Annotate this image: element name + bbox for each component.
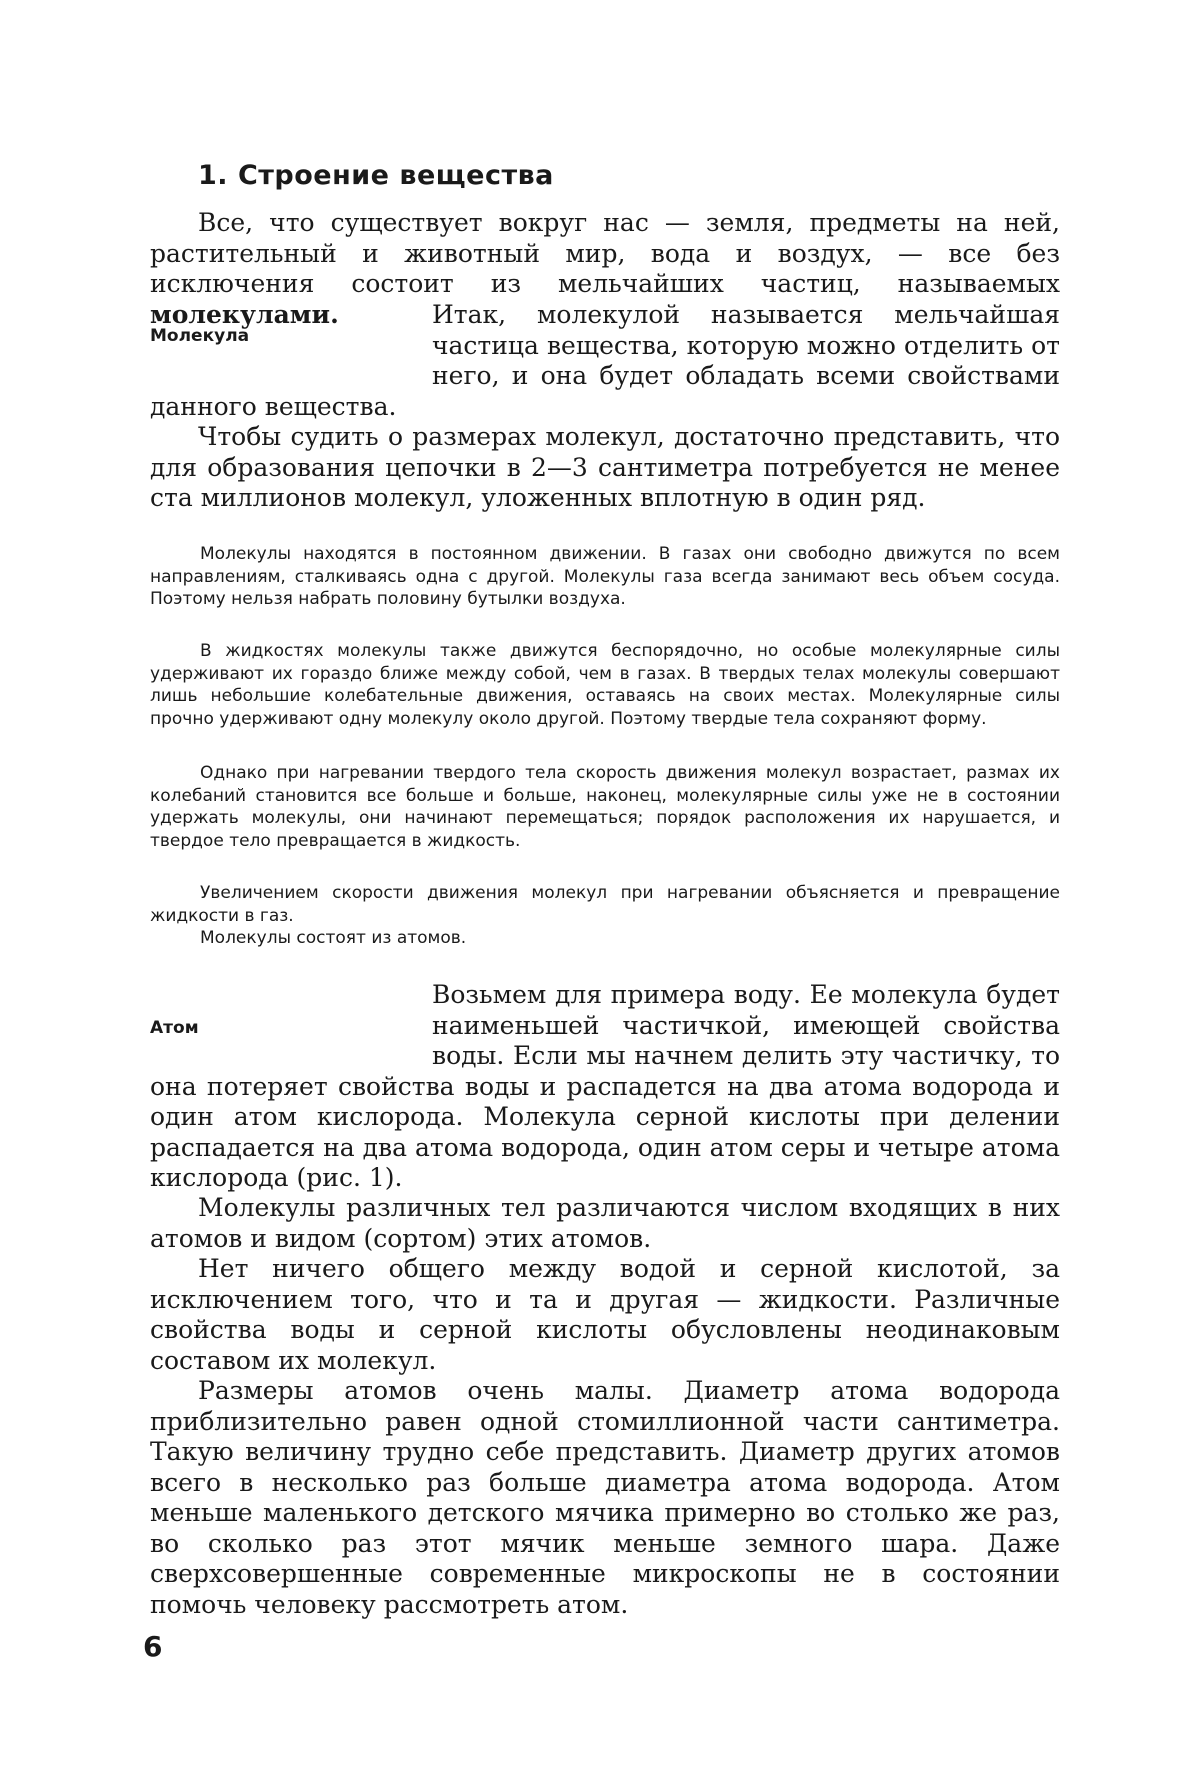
paragraph-molecule-size: Чтобы судить о размерах молекул, достаточно представить, что для образования цепочки в 2—3 сантиметра потребуется не менее ста миллионов молекул, уложенных вплотную в один ряд. xyxy=(150,422,1060,512)
paragraph-intro-text: Все, что существует вокруг нас — земля, предметы на ней, растительный и животный мир, вода и воздух, — все без исключения состоит из мельчайших частиц, называемых xyxy=(150,208,1060,298)
paragraph-water-acid: Нет ничего общего между водой и серной кислотой, за исключением того, что и та и другая — жидкости. Различные свойства воды и серной кислоты обусловлены неодинаковым составом их молекул. xyxy=(150,1254,1060,1375)
paragraph-atom-size: Размеры атомов очень малы. Диаметр атома водорода приблизительно равен одной стомиллионной части сантиметра. Такую величину трудно себе представить. Диаметр других атомов всего в несколько раз больше диаметра атома водорода. Атом меньше маленького детского мячика примерно во столько же раз, во сколько раз этот мячик меньше земного шара. Даже сверхсовершенные современные микроскопы не в состоянии помочь человеку рассмотреть атом. xyxy=(150,1376,1060,1619)
paragraph-water-example-text: Возьмем для примера воду. Ее молекула будет наименьшей частичкой, имеющей свойства воды. Если мы начнем делить эту частичку, то она потеряет свойства воды и распадется на два атома водорода и один атом кислорода. Молекула серной кислоты при делении распадается на два атома водорода, один атом серы и четыре атома кислорода (рис. 1). xyxy=(150,980,1060,1192)
page-number: 6 xyxy=(143,1630,163,1663)
margin-label-molecule: Молекула xyxy=(150,326,250,346)
paragraph-molecule-definition xyxy=(150,300,1060,422)
paragraph-molecule-differences: Молекулы различных тел различаются числом входящих в них атомов и видом (сортом) этих атомов. xyxy=(150,1193,1060,1253)
margin-gap xyxy=(150,980,432,1071)
paragraph-water-example xyxy=(150,980,1060,1194)
term-molecules: молекулами. xyxy=(150,299,339,329)
small-paragraph-melting: Однако при нагревании твердого тела скорость движения молекул возрастает, размах их колебаний становится все больше и больше, наконец, молекулярные силы уже не в состоянии удержать молекулы, они начинают перемещаться; порядок расположения их нарушается, и твердое тело превращается в жидкость. xyxy=(150,763,1060,851)
small-paragraph-evaporation: Увеличением скорости движения молекул при нагревании объясняется и превращение жидкости в газ. xyxy=(150,883,1060,926)
margin-label-atom: Атом xyxy=(150,1018,199,1038)
paragraph-molecule-definition-text: Итак, молекулой называется мельчайшая частица вещества, которую можно отделить от него, и она будет обладать всеми свойствами данного вещества. xyxy=(150,300,1060,421)
margin-gap xyxy=(150,300,432,391)
small-paragraph-liquids-solids: В жидкостях молекулы также движутся беспорядочно, но особые молекулярные силы удерживают их гораздо ближе между собой, чем в газах. В твердых телах молекулы совершают лишь небольшие колебательные движения, оставаясь на своих местах. Молекулярные силы прочно удерживают одну молекулу около другой. Поэтому твердые тела сохраняют форму. xyxy=(150,641,1060,729)
small-paragraph-atoms: Молекулы состоят из атомов. xyxy=(200,928,467,948)
small-paragraph-gases: Молекулы находятся в постоянном движении. В газах они свободно движутся по всем направлениям, сталкиваясь одна с другой. Молекулы газа всегда занимают весь объем сосуда. Поэтому нельзя набрать половину бутылки воздуха. xyxy=(150,544,1060,609)
section-heading: 1. Строение вещества xyxy=(198,160,554,191)
